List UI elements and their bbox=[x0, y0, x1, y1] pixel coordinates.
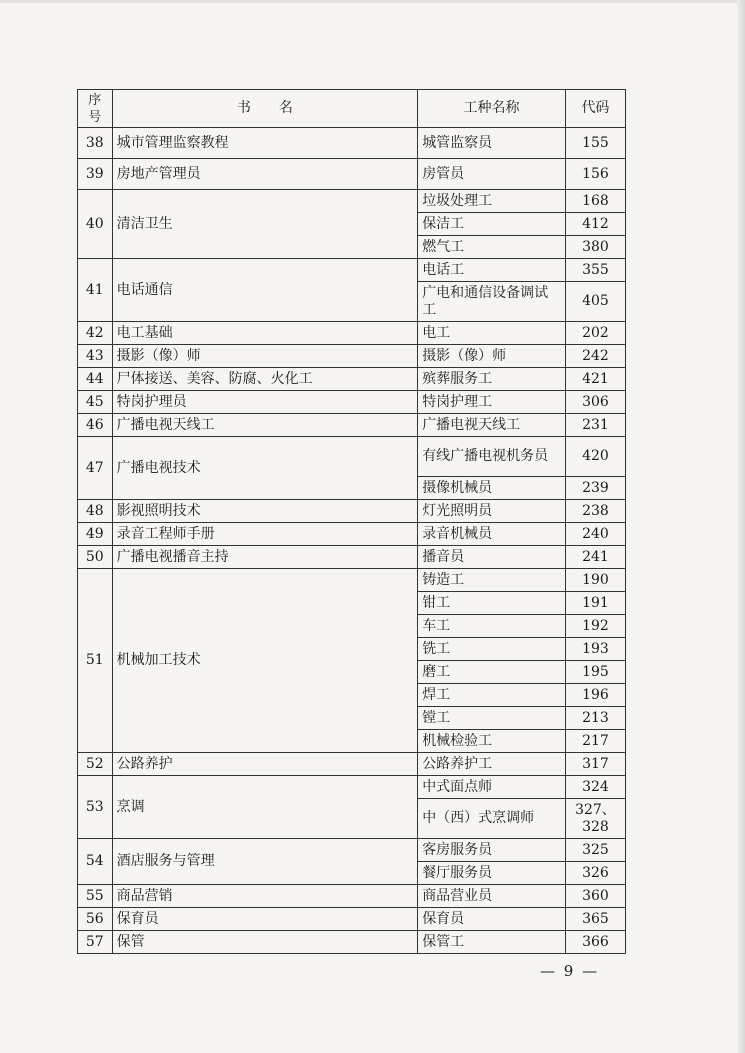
row-job-name: 商品营业员 bbox=[418, 885, 566, 908]
row-book-title: 摄影（像）师 bbox=[112, 345, 418, 368]
row-job-name: 铣工 bbox=[418, 638, 566, 661]
row-seq: 57 bbox=[78, 931, 113, 954]
row-job-code: 242 bbox=[565, 345, 625, 368]
table-row bbox=[78, 885, 626, 908]
row-job-name: 保洁工 bbox=[418, 213, 566, 236]
row-job-code: 168 bbox=[565, 190, 625, 213]
row-job-name: 灯光照明员 bbox=[418, 500, 566, 523]
row-book-title: 商品营销 bbox=[112, 885, 418, 908]
table-row bbox=[78, 753, 626, 776]
row-job-name: 铸造工 bbox=[418, 569, 566, 592]
row-job-code: 195 bbox=[565, 661, 625, 684]
table-row bbox=[78, 414, 626, 437]
table-row bbox=[78, 839, 626, 862]
row-job-name: 录音机械员 bbox=[418, 523, 566, 546]
row-seq: 47 bbox=[78, 437, 113, 500]
row-job-name: 磨工 bbox=[418, 661, 566, 684]
row-seq: 51 bbox=[78, 569, 113, 753]
header-seq-top: 序 bbox=[88, 92, 102, 108]
row-job-name: 房管员 bbox=[418, 159, 566, 190]
table-row bbox=[78, 322, 626, 345]
row-book-title: 尸体接送、美容、防腐、火化工 bbox=[112, 368, 418, 391]
row-job-name: 殡葬服务工 bbox=[418, 368, 566, 391]
table-row bbox=[78, 546, 626, 569]
table-row bbox=[78, 931, 626, 954]
row-book-title: 影视照明技术 bbox=[112, 500, 418, 523]
row-book-title: 清洁卫生 bbox=[112, 190, 418, 259]
row-seq: 38 bbox=[78, 128, 113, 159]
header-title: 书 名 bbox=[112, 90, 418, 128]
table-row bbox=[78, 128, 626, 159]
row-book-title: 广播电视播音主持 bbox=[112, 546, 418, 569]
row-job-name: 摄影（像）师 bbox=[418, 345, 566, 368]
row-job-code: 190 bbox=[565, 569, 625, 592]
row-job-code: 355 bbox=[565, 259, 625, 282]
row-job-name: 焊工 bbox=[418, 684, 566, 707]
row-job-code: 193 bbox=[565, 638, 625, 661]
row-job-code: 365 bbox=[565, 908, 625, 931]
row-job-name: 保管工 bbox=[418, 931, 566, 954]
row-job-code: 306 bbox=[565, 391, 625, 414]
row-book-title: 广播电视天线工 bbox=[112, 414, 418, 437]
table-row bbox=[78, 391, 626, 414]
row-seq: 50 bbox=[78, 546, 113, 569]
row-job-code: 156 bbox=[565, 159, 625, 190]
row-job-name: 镗工 bbox=[418, 707, 566, 730]
row-seq: 45 bbox=[78, 391, 113, 414]
table-header bbox=[78, 90, 626, 128]
row-job-code: 241 bbox=[565, 546, 625, 569]
row-seq: 41 bbox=[78, 259, 113, 322]
row-book-title: 特岗护理员 bbox=[112, 391, 418, 414]
table-row bbox=[78, 908, 626, 931]
row-seq: 55 bbox=[78, 885, 113, 908]
row-seq: 44 bbox=[78, 368, 113, 391]
row-job-name: 中式面点师 bbox=[418, 776, 566, 799]
row-job-name: 广播电视天线工 bbox=[418, 414, 566, 437]
table-row bbox=[78, 500, 626, 523]
row-book-title: 保管 bbox=[112, 931, 418, 954]
row-job-code: 405 bbox=[565, 282, 625, 322]
row-book-title: 保育员 bbox=[112, 908, 418, 931]
row-job-name: 燃气工 bbox=[418, 236, 566, 259]
row-book-title: 机械加工技术 bbox=[112, 569, 418, 753]
row-job-code: 240 bbox=[565, 523, 625, 546]
page-top-edge bbox=[0, 0, 745, 3]
row-seq: 54 bbox=[78, 839, 113, 885]
row-job-name: 车工 bbox=[418, 615, 566, 638]
row-job-code: 192 bbox=[565, 615, 625, 638]
row-job-code: 366 bbox=[565, 931, 625, 954]
row-book-title: 电话通信 bbox=[112, 259, 418, 322]
row-book-title: 烹调 bbox=[112, 776, 418, 839]
row-job-code: 326 bbox=[565, 862, 625, 885]
row-job-name: 有线广播电视机务员 bbox=[418, 437, 566, 477]
row-seq: 42 bbox=[78, 322, 113, 345]
row-job-code: 217 bbox=[565, 730, 625, 753]
row-job-code: 412 bbox=[565, 213, 625, 236]
row-job-code: 196 bbox=[565, 684, 625, 707]
row-job-name: 保育员 bbox=[418, 908, 566, 931]
row-book-title: 城市管理监察教程 bbox=[112, 128, 418, 159]
header-seq-bottom: 号 bbox=[88, 109, 102, 125]
table-row bbox=[78, 345, 626, 368]
row-job-name: 公路养护工 bbox=[418, 753, 566, 776]
row-seq: 56 bbox=[78, 908, 113, 931]
row-job-name: 机械检验工 bbox=[418, 730, 566, 753]
row-job-code: 202 bbox=[565, 322, 625, 345]
table-body bbox=[78, 128, 626, 954]
row-book-title: 广播电视技术 bbox=[112, 437, 418, 500]
page-number: — 9 — bbox=[540, 962, 600, 980]
table-row bbox=[78, 190, 626, 213]
row-job-code: 231 bbox=[565, 414, 625, 437]
table-row bbox=[78, 437, 626, 477]
row-seq: 43 bbox=[78, 345, 113, 368]
row-seq: 53 bbox=[78, 776, 113, 839]
table-row bbox=[78, 368, 626, 391]
header-seq bbox=[78, 90, 113, 128]
table-row bbox=[78, 259, 626, 282]
row-seq: 39 bbox=[78, 159, 113, 190]
row-seq: 49 bbox=[78, 523, 113, 546]
row-seq: 52 bbox=[78, 753, 113, 776]
row-job-name: 电话工 bbox=[418, 259, 566, 282]
row-seq: 46 bbox=[78, 414, 113, 437]
table-row bbox=[78, 523, 626, 546]
row-seq: 40 bbox=[78, 190, 113, 259]
table-row bbox=[78, 159, 626, 190]
row-job-name: 客房服务员 bbox=[418, 839, 566, 862]
row-job-name: 钳工 bbox=[418, 592, 566, 615]
row-job-code: 325 bbox=[565, 839, 625, 862]
row-job-code: 360 bbox=[565, 885, 625, 908]
row-book-title: 房地产管理员 bbox=[112, 159, 418, 190]
row-job-code: 238 bbox=[565, 500, 625, 523]
header-job: 工种名称 bbox=[418, 90, 566, 128]
row-job-code: 213 bbox=[565, 707, 625, 730]
row-job-name: 特岗护理工 bbox=[418, 391, 566, 414]
header-code: 代码 bbox=[565, 90, 625, 128]
row-job-code: 239 bbox=[565, 477, 625, 500]
row-job-code: 380 bbox=[565, 236, 625, 259]
row-job-name: 中（西）式烹调师 bbox=[418, 799, 566, 839]
row-job-code: 191 bbox=[565, 592, 625, 615]
row-job-name: 电工 bbox=[418, 322, 566, 345]
row-job-code: 324 bbox=[565, 776, 625, 799]
page-right-edge bbox=[737, 0, 745, 1053]
row-job-code: 317 bbox=[565, 753, 625, 776]
row-job-name: 播音员 bbox=[418, 546, 566, 569]
table-row bbox=[78, 569, 626, 592]
row-job-code: 420 bbox=[565, 437, 625, 477]
row-seq: 48 bbox=[78, 500, 113, 523]
row-job-name: 城管监察员 bbox=[418, 128, 566, 159]
row-book-title: 录音工程师手册 bbox=[112, 523, 418, 546]
row-job-name: 餐厅服务员 bbox=[418, 862, 566, 885]
row-job-name: 垃圾处理工 bbox=[418, 190, 566, 213]
header-row bbox=[78, 90, 626, 128]
row-book-title: 酒店服务与管理 bbox=[112, 839, 418, 885]
row-job-code: 327、328 bbox=[565, 799, 625, 839]
row-book-title: 电工基础 bbox=[112, 322, 418, 345]
row-job-code: 421 bbox=[565, 368, 625, 391]
row-job-code: 155 bbox=[565, 128, 625, 159]
book-list-table bbox=[77, 89, 626, 954]
row-book-title: 公路养护 bbox=[112, 753, 418, 776]
table-row bbox=[78, 776, 626, 799]
row-job-name: 广电和通信设备调试工 bbox=[418, 282, 566, 322]
row-job-name: 摄像机械员 bbox=[418, 477, 566, 500]
